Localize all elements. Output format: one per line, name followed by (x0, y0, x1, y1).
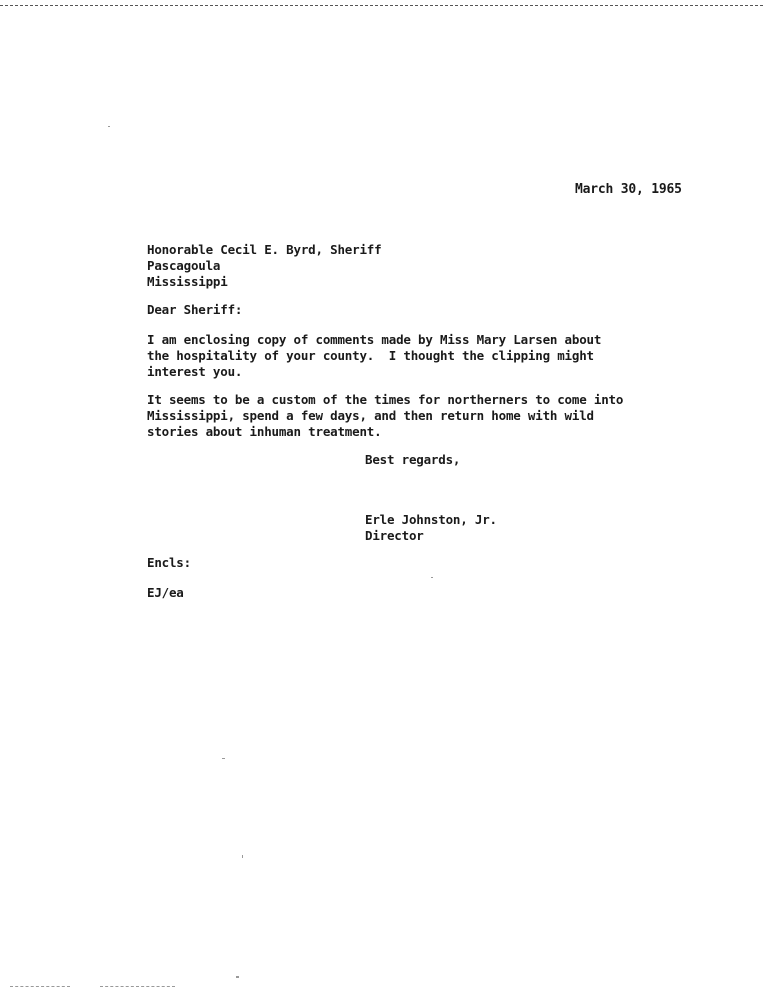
signer-title: Director (365, 528, 424, 543)
letter-date: March 30, 1965 (575, 182, 682, 197)
enclosures-note: Encls: (147, 555, 191, 570)
paragraph-1-line-2: the hospitality of your county. I thought the clipping might (147, 348, 594, 363)
body-paragraph-1 (147, 332, 601, 380)
paragraph-1-line-3: interest you. (147, 364, 243, 379)
signature-block (365, 512, 497, 544)
recipient-line-2: Pascagoula (147, 258, 221, 273)
recipient-address (147, 242, 381, 290)
paragraph-1-line-1: I am enclosing copy of comments made by Miss Mary Larsen about (147, 332, 602, 347)
body-paragraph-2 (147, 392, 623, 440)
scan-speck (236, 976, 239, 978)
scan-speck (108, 126, 110, 127)
closing: Best regards, (365, 452, 461, 467)
scan-speck (431, 577, 433, 578)
scan-speck (242, 855, 243, 858)
scan-speck (222, 758, 225, 759)
bottom-edge-mark (10, 986, 70, 988)
paragraph-2-line-3: stories about inhuman treatment. (147, 424, 382, 439)
paragraph-2-line-1: It seems to be a custom of the times for northerners to come into (147, 392, 624, 407)
bottom-edge-mark (100, 986, 175, 988)
salutation: Dear Sheriff: (147, 302, 243, 317)
recipient-line-1: Honorable Cecil E. Byrd, Sheriff (147, 242, 382, 257)
top-edge-rule (0, 0, 763, 6)
recipient-line-3: Mississippi (147, 274, 228, 289)
reference-initials: EJ/ea (147, 585, 184, 600)
signer-name: Erle Johnston, Jr. (365, 512, 497, 527)
paragraph-2-line-2: Mississippi, spend a few days, and then return home with wild (147, 408, 594, 423)
